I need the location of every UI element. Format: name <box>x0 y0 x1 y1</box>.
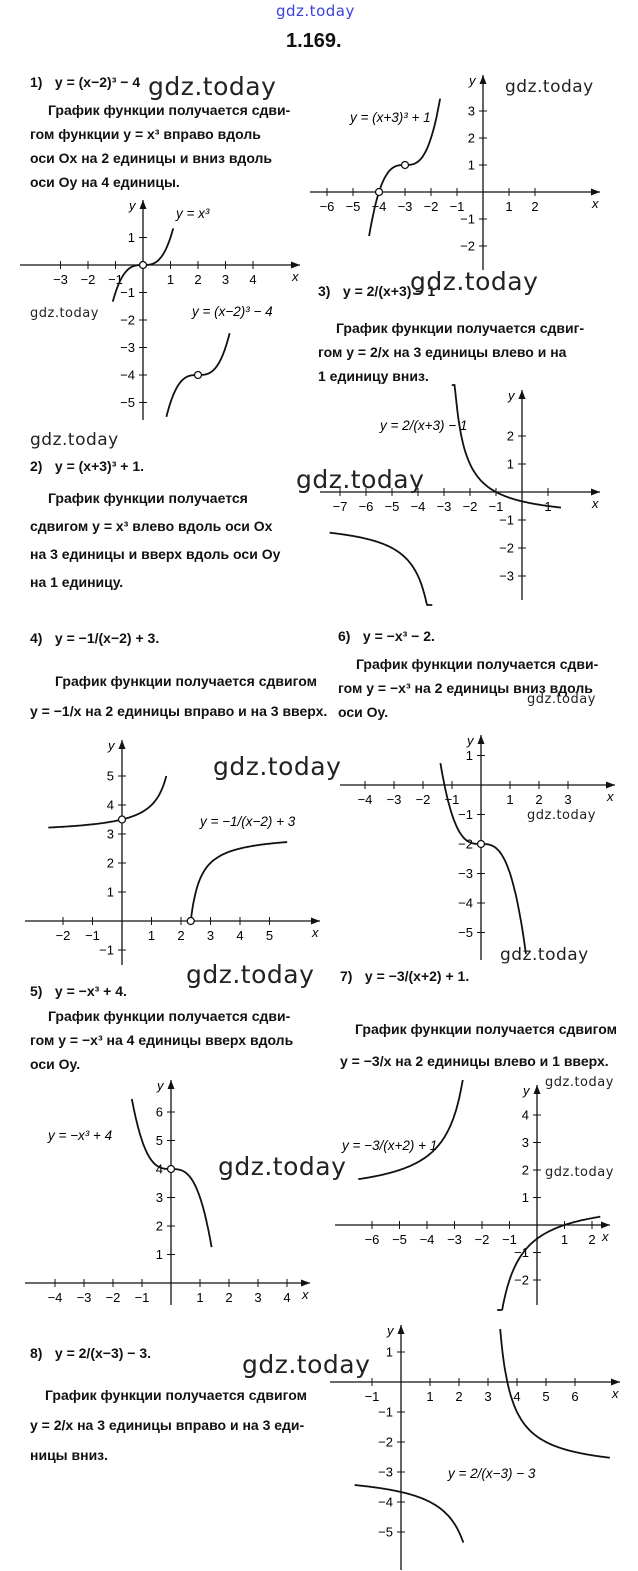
text-line: сдвигом y = x³ влево вдоль оси Ox <box>30 518 273 534</box>
y-axis-arrow <box>398 1325 405 1334</box>
text-line: 1 единицу вниз. <box>318 368 429 384</box>
x-tick-label: −4 <box>419 1232 435 1247</box>
x-axis-label: x <box>602 1229 609 1244</box>
problem-number: 1.169. <box>286 30 342 52</box>
y-axis-label: y <box>523 1083 530 1098</box>
y-tick-label: 2 <box>506 428 514 444</box>
x-tick-label: −4 <box>47 1290 63 1305</box>
y-tick-label: 1 <box>385 1344 393 1360</box>
function-curve <box>191 842 288 922</box>
text-line: y = −3/x на 2 единицы влево и 1 вверх. <box>340 1053 609 1069</box>
y-axis-arrow <box>478 735 485 744</box>
x-tick-label: 3 <box>564 792 572 807</box>
y-tick-label: 1 <box>127 230 135 245</box>
text-line: График функции получается сдви- <box>48 1008 291 1024</box>
x-tick-label: −1 <box>444 792 460 807</box>
text-line: гом y = 2/x на 3 единицы влево и на <box>318 344 567 360</box>
y-tick-label: 3 <box>106 826 114 842</box>
x-tick-label: −1 <box>364 1389 380 1404</box>
y-tick-label: −5 <box>378 1524 393 1540</box>
y-tick-label: −1 <box>120 285 135 300</box>
x-tick-label: 1 <box>166 272 175 287</box>
watermark-text: gdz.today <box>213 752 342 781</box>
y-tick-label: −1 <box>378 1404 393 1420</box>
curve-label: y = (x+3)³ + 1 <box>350 110 431 125</box>
x-tick-label: −1 <box>488 499 504 514</box>
y-tick-label: 2 <box>467 130 475 146</box>
watermark-text: gdz.today <box>296 465 425 494</box>
x-axis-label: x <box>612 1386 619 1401</box>
graph-g6 <box>340 733 615 960</box>
y-tick-label: −5 <box>120 395 135 410</box>
curve-label: y = 2/(x−3) − 3 <box>448 1466 536 1481</box>
x-tick-label: −4 <box>357 792 373 807</box>
function-curve <box>358 1080 463 1179</box>
graph-g8 <box>330 1323 620 1570</box>
y-tick-label: −2 <box>499 540 514 556</box>
y-tick-label: −4 <box>120 367 135 383</box>
x-tick-label: −1 <box>85 928 100 943</box>
x-tick-label: −5 <box>392 1232 407 1247</box>
y-tick-label: −3 <box>120 340 135 355</box>
watermark-text: gdz.today <box>527 692 596 707</box>
y-tick-label: 3 <box>521 1135 529 1150</box>
curve-label: y = −x³ + 4 <box>48 1128 113 1143</box>
y-axis-label: y <box>469 73 476 88</box>
watermark-text: gdz.today <box>527 808 596 823</box>
function-curve <box>355 1485 464 1543</box>
x-tick-label: −6 <box>358 499 374 514</box>
curve-point <box>402 162 409 169</box>
watermark-text: gdz.today <box>30 306 99 321</box>
curve-point <box>168 1166 175 1173</box>
curve-point <box>119 816 126 823</box>
y-tick-label: 1 <box>465 748 473 763</box>
text-line: гом y = −x³ на 2 единицы вниз вдоль <box>338 680 593 696</box>
x-tick-label: −3 <box>386 792 402 807</box>
y-tick-label: 3 <box>467 103 475 119</box>
y-tick-label: −4 <box>458 895 473 911</box>
y-tick-label: −2 <box>120 312 135 328</box>
y-tick-label: −1 <box>499 512 514 528</box>
y-axis-arrow <box>519 390 526 399</box>
x-axis-arrow <box>291 262 300 269</box>
x-tick-label: −2 <box>105 1290 121 1305</box>
curve-label: y = (x−2)³ − 4 <box>192 304 273 319</box>
item-number: 1) <box>30 74 43 90</box>
x-axis-label: x <box>592 496 599 511</box>
y-tick-label: −1 <box>99 942 114 958</box>
y-axis-label: y <box>108 738 115 753</box>
y-tick-label: −5 <box>458 925 473 940</box>
text-line: График функции получается сдвигом <box>55 673 317 689</box>
x-tick-label: −2 <box>55 928 71 943</box>
x-tick-label: 3 <box>484 1389 492 1404</box>
x-tick-label: 2 <box>177 928 185 943</box>
x-tick-label: −3 <box>436 499 452 514</box>
curve-point <box>195 372 202 379</box>
x-tick-label: −5 <box>384 499 400 514</box>
item-formula: y = −3/(x+2) + 1. <box>364 968 470 984</box>
watermark-text: gdz.today <box>505 77 594 97</box>
x-tick-label: −6 <box>319 199 335 214</box>
x-tick-label: −3 <box>53 272 68 287</box>
y-tick-label: 2 <box>106 855 114 871</box>
y-tick-label: 1 <box>467 157 475 173</box>
x-tick-label: 1 <box>196 1290 204 1305</box>
text-line: y = −1/x на 2 единицы вправо и на 3 вверх. <box>30 703 328 719</box>
y-tick-label: 1 <box>106 884 114 900</box>
y-axis-label: y <box>387 1323 394 1338</box>
x-tick-label: −1 <box>502 1232 517 1247</box>
x-axis-arrow <box>611 1379 620 1386</box>
graph-g5 <box>25 1078 310 1305</box>
x-axis-arrow <box>601 1222 610 1229</box>
watermark-text: gdz.today <box>500 945 589 965</box>
x-tick-label: −2 <box>423 199 439 214</box>
text-line: гом функции y = x³ вправо вдоль <box>30 126 261 142</box>
x-tick-label: 2 <box>194 272 202 287</box>
x-tick-label: −1 <box>108 272 123 287</box>
text-line: y = 2/x на 3 единицы вправо и на 3 еди- <box>30 1417 305 1433</box>
curve-label: y = −3/(x+2) + 1 <box>342 1138 438 1153</box>
curve-label: y = x³ <box>176 206 210 221</box>
x-tick-label: −2 <box>80 272 96 287</box>
x-axis-label: x <box>302 1287 309 1302</box>
y-tick-label: −2 <box>378 1434 393 1450</box>
y-tick-label: 5 <box>106 768 114 784</box>
item-formula: y = (x+3)³ + 1. <box>54 458 145 474</box>
x-axis-label: x <box>607 789 614 804</box>
y-axis-label: y <box>467 733 474 748</box>
x-tick-label: −6 <box>364 1232 380 1247</box>
y-tick-label: −3 <box>378 1464 393 1480</box>
x-axis-label: x <box>592 196 599 211</box>
item-number: 5) <box>30 983 43 999</box>
x-tick-label: −5 <box>345 199 361 214</box>
y-tick-label: 1 <box>506 456 514 472</box>
x-axis-arrow <box>301 1280 310 1287</box>
text-line: оси Oy. <box>30 1056 81 1072</box>
item-formula: y = −x³ + 4. <box>54 983 127 999</box>
graph-g7 <box>335 1080 610 1310</box>
x-tick-label: −2 <box>462 499 478 514</box>
watermark-text: gdz.today <box>218 1152 347 1181</box>
item-formula: y = (x−2)³ − 4 <box>54 74 141 90</box>
x-tick-label: −3 <box>397 199 413 214</box>
x-tick-label: 2 <box>225 1290 233 1305</box>
text-line: на 3 единицы и вверх вдоль оси Oy <box>30 546 281 562</box>
item-formula: y = 2/(x−3) − 3. <box>54 1345 152 1361</box>
y-axis-arrow <box>480 75 487 84</box>
x-tick-label: −4 <box>410 499 426 514</box>
y-tick-label: 3 <box>155 1190 163 1205</box>
text-line: оси Oy на 4 единицы. <box>30 174 180 190</box>
x-tick-label: 3 <box>221 272 230 287</box>
text-line: График функции получается сдвигом <box>355 1021 617 1037</box>
y-axis-label: y <box>129 198 136 213</box>
y-tick-label: 4 <box>106 797 114 813</box>
x-tick-label: 5 <box>265 928 274 943</box>
graph-g3 <box>320 385 600 605</box>
y-tick-label: 1 <box>521 1190 529 1205</box>
y-tick-label: −2 <box>458 836 473 852</box>
x-tick-label: 1 <box>505 199 513 214</box>
watermark-text: gdz.today <box>545 1075 614 1090</box>
x-tick-label: −3 <box>76 1290 92 1305</box>
y-axis-arrow <box>168 1080 175 1089</box>
x-tick-label: 4 <box>513 1389 521 1404</box>
y-tick-label: 2 <box>155 1218 163 1234</box>
x-tick-label: 4 <box>249 272 257 287</box>
watermark-text: gdz.today <box>545 1165 614 1180</box>
text-line: ницы вниз. <box>30 1447 109 1463</box>
text-line: График функции получается <box>48 490 248 506</box>
y-tick-label: 6 <box>155 1104 163 1120</box>
x-tick-label: 1 <box>506 792 514 807</box>
y-axis-arrow <box>140 200 147 209</box>
curve-label: y = 2/(x+3) − 1 <box>380 418 468 433</box>
item-formula: y = −x³ − 2. <box>362 628 435 644</box>
x-tick-label: 3 <box>206 928 215 943</box>
function-curve <box>497 1217 600 1310</box>
x-tick-label: 2 <box>455 1389 463 1404</box>
y-tick-label: −4 <box>378 1494 393 1510</box>
text-line: График функции получается сдвиг- <box>336 320 585 336</box>
x-tick-label: −1 <box>134 1290 150 1305</box>
curve-point <box>478 841 485 848</box>
y-tick-label: −3 <box>458 866 473 881</box>
x-tick-label: −4 <box>371 199 387 214</box>
x-tick-label: 2 <box>531 199 539 214</box>
x-axis-label: x <box>292 269 299 284</box>
y-tick-label: 4 <box>155 1161 163 1177</box>
function-curve <box>330 533 433 605</box>
y-tick-label: 1 <box>155 1247 163 1262</box>
x-tick-label: 4 <box>236 928 244 943</box>
x-tick-label: −1 <box>449 199 465 214</box>
text-line: оси Ox на 2 единицы и вниз вдоль <box>30 150 273 166</box>
item-number: 3) <box>318 283 331 299</box>
y-tick-label: 4 <box>521 1107 529 1123</box>
y-axis-arrow <box>534 1085 541 1094</box>
item-number: 4) <box>30 630 43 646</box>
x-axis-arrow <box>311 918 320 925</box>
site-watermark-top: gdz.today <box>276 2 355 20</box>
function-curve <box>452 385 561 508</box>
text-line: График функции получается сдви- <box>48 102 291 118</box>
y-tick-label: 2 <box>521 1162 529 1178</box>
y-tick-label: −1 <box>514 1245 529 1260</box>
y-tick-label: −2 <box>460 238 475 254</box>
x-tick-label: 1 <box>544 499 552 514</box>
watermark-text: gdz.today <box>30 430 119 450</box>
x-tick-label: 6 <box>571 1389 579 1404</box>
text-line: гом y = −x³ на 4 единицы вверх вдоль <box>30 1032 294 1048</box>
curve-label: y = −1/(x−2) + 3 <box>200 814 296 829</box>
x-tick-label: 2 <box>588 1232 596 1247</box>
text-line: на 1 единицу. <box>30 574 124 590</box>
y-axis-arrow <box>119 740 126 749</box>
x-axis-arrow <box>591 489 600 496</box>
item-number: 2) <box>30 458 43 474</box>
x-tick-label: 1 <box>147 928 156 943</box>
x-tick-label: 1 <box>426 1389 434 1404</box>
item-number: 6) <box>338 628 351 644</box>
text-line: График функции получается сдвигом <box>45 1387 307 1403</box>
item-formula: y = 2/(x+3) − 1 <box>342 283 436 299</box>
text-line: График функции получается сдви- <box>356 656 599 672</box>
watermark-text: gdz.today <box>410 267 539 296</box>
x-tick-label: −3 <box>447 1232 462 1247</box>
y-tick-label: 5 <box>155 1133 163 1148</box>
text-line: оси Oy. <box>338 704 389 720</box>
y-tick-label: −2 <box>514 1272 529 1288</box>
item-number: 7) <box>340 968 353 984</box>
item-number: 8) <box>30 1345 43 1361</box>
y-tick-label: −1 <box>460 211 475 227</box>
x-tick-label: 2 <box>535 792 543 807</box>
x-tick-label: −7 <box>332 499 348 514</box>
curve-point <box>376 189 383 196</box>
y-tick-label: −3 <box>499 568 514 584</box>
y-tick-label: −1 <box>458 807 473 822</box>
item-formula: y = −1/(x−2) + 3. <box>54 630 160 646</box>
x-tick-label: 1 <box>560 1232 569 1247</box>
x-tick-label: −2 <box>474 1232 490 1247</box>
curve-point <box>187 918 194 925</box>
x-tick-label: 3 <box>254 1290 262 1305</box>
curve-point <box>140 262 147 269</box>
x-axis-arrow <box>606 782 615 789</box>
x-axis-label: x <box>312 925 319 940</box>
watermark-text: gdz.today <box>148 72 277 101</box>
watermark-text: gdz.today <box>186 960 315 989</box>
x-axis-arrow <box>591 189 600 196</box>
x-tick-label: −2 <box>415 792 431 807</box>
watermark-text: gdz.today <box>242 1350 371 1379</box>
x-tick-label: 4 <box>283 1290 291 1305</box>
x-tick-label: 5 <box>542 1389 550 1404</box>
graph-g2 <box>310 73 600 270</box>
y-axis-label: y <box>508 388 515 403</box>
y-axis-label: y <box>157 1078 164 1093</box>
